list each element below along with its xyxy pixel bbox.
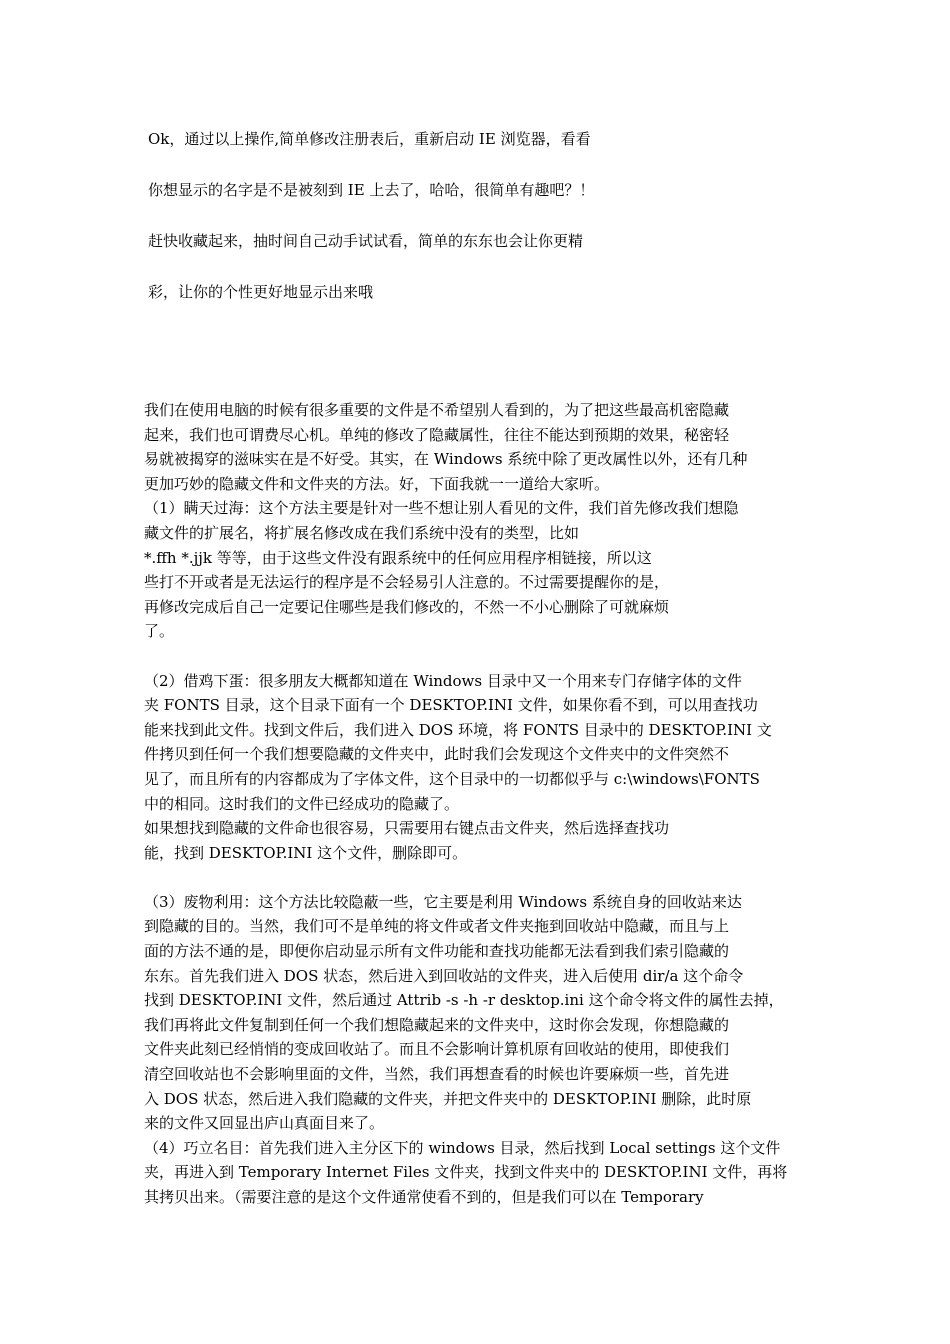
body-line: （3）废物利用：这个方法比较隐蔽一些，它主要是利用 Windows 系统自身的回收站来达 — [144, 892, 742, 911]
body-line: 其拷贝出来。（需要注意的是这个文件通常使看不到的，但是我们可以在 Temporary — [144, 1188, 704, 1206]
body-line: 夹 FONTS 目录，这个目录下面有一个 DESKTOP.INI 文件，如果你看不到，可以用查找功 — [144, 696, 758, 715]
intro-line: 赶快收藏起来，抽时间自己动手试试看，简单的东东也会让你更精 — [148, 232, 584, 250]
body-line: 些打不开或者是无法运行的程序是不会轻易引人注意的。不过需要提醒你的是， — [144, 573, 670, 592]
body-line: 我们在使用电脑的时候有很多重要的文件是不希望别人看到的，为了把这些最高机密隐藏 — [144, 401, 730, 419]
body-line: 见了，而且所有的内容都成为了字体文件，这个目录中的一切都似乎与 c:\windows\FONTS — [144, 769, 760, 788]
body-line: 清空回收站也不会影响里面的文件，当然，我们再想查看的时候也许要麻烦一些，首先进 — [144, 1065, 730, 1084]
body-line: 能来找到此文件。找到文件后，我们进入 DOS 环境，将 FONTS 目录中的 DESKTOP.INI 文 — [144, 720, 772, 739]
body-line: 面的方法不通的是，即便你启动显示所有文件功能和查找功能都无法看到我们索引隐藏的 — [144, 942, 730, 961]
body-line: 件拷贝到任何一个我们想要隐藏的文件夹中，此时我们会发现这个文件夹中的文件突然不 — [144, 745, 730, 764]
body-line: 藏文件的扩展名，将扩展名修改成在我们系统中没有的类型，比如 — [144, 523, 580, 542]
body-line: 来的文件又回显出庐山真面目来了。 — [144, 1114, 385, 1133]
body-line: （2）借鸡下蛋：很多朋友大概都知道在 Windows 目录中又一个用来专门存储字体的文件 — [144, 671, 742, 690]
article-body — [144, 398, 806, 1210]
body-line: 了。 — [144, 622, 175, 641]
body-line: （4）巧立名目：首先我们进入主分区下的 windows 目录，然后找到 Local settings 这个文件 — [144, 1138, 781, 1157]
body-line: 到隐藏的目的。当然，我们可不是单纯的将文件或者文件夹拖到回收站中隐藏，而且与上 — [144, 917, 730, 936]
body-line: 再修改完成后自己一定要记住哪些是我们修改的，不然一不小心删除了可就麻烦 — [144, 597, 670, 616]
intro-line: Ok，通过以上操作,简单修改注册表后，重新启动 IE 浏览器，看看 — [148, 130, 591, 148]
intro-paragraph — [148, 128, 668, 332]
body-line: 能，找到 DESKTOP.INI 这个文件，删除即可。 — [144, 843, 468, 862]
body-line: 易就被揭穿的滋味实在是不好受。其实，在 Windows 系统中除了更改属性以外，还有几种 — [144, 450, 748, 469]
body-line: 起来，我们也可谓费尽心机。单纯的修改了隐藏属性，往往不能达到预期的效果，秘密轻 — [144, 425, 730, 444]
intro-line: 你想显示的名字是不是被刻到 IE 上去了，哈哈，很简单有趣吧？！ — [148, 181, 595, 199]
body-line: 夹，再进入到 Temporary Internet Files 文件夹，找到文件夹中的 DESKTOP.INI 文件，再将 — [144, 1163, 788, 1182]
body-line: 找到 DESKTOP.INI 文件，然后通过 Attrib -s -h -r desktop.ini 这个命令将文件的属性去掉， — [144, 991, 784, 1010]
intro-line: 彩，让你的个性更好地显示出来哦 — [148, 283, 374, 301]
body-line: *.ffh *.jjk 等等，由于这些文件没有跟系统中的任何应用程序相链接，所以这 — [144, 548, 652, 567]
body-line: 如果想找到隐藏的文件命也很容易，只需要用右键点击文件夹，然后选择查找功 — [144, 819, 670, 838]
body-line: （1）瞒天过海：这个方法主要是针对一些不想让别人看见的文件，我们首先修改我们想隐 — [144, 499, 739, 518]
body-line: 东东。首先我们进入 DOS 状态，然后进入到回收站的文件夹，进入后使用 dir/a 这个命令 — [144, 966, 744, 985]
body-line: 中的相同。这时我们的文件已经成功的隐藏了。 — [144, 794, 460, 813]
body-line: 更加巧妙的隐藏文件和文件夹的方法。好，下面我就一一道给大家听。 — [144, 474, 610, 493]
body-line: 入 DOS 状态，然后进入我们隐藏的文件夹，并把文件夹中的 DESKTOP.INI 删除，此时原 — [144, 1089, 752, 1108]
body-line: 我们再将此文件复制到任何一个我们想隐藏起来的文件夹中，这时你会发现，你想隐藏的 — [144, 1015, 730, 1034]
body-line: 文件夹此刻已经悄悄的变成回收站了。而且不会影响计算机原有回收站的使用，即使我们 — [144, 1040, 730, 1059]
